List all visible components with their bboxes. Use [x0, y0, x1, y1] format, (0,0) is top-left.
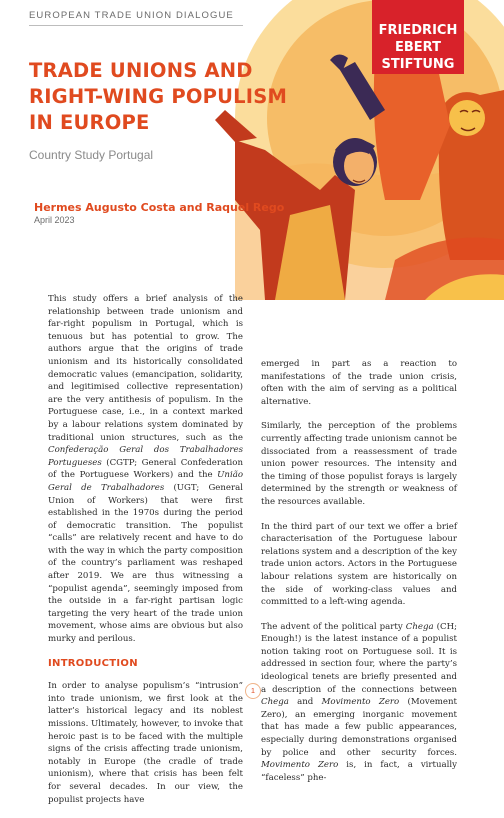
left-column [48, 293, 243, 818]
party-name: Chega [405, 621, 434, 632]
document-subtitle: Country Study Portugal [29, 148, 154, 162]
publication-date: April 2023 [34, 215, 75, 225]
fes-logo [372, 0, 464, 74]
body-paragraph-2: Similarly, the perception of the problems currently affecting trade unionism cannot be dissociated from a reassessment of trade union power resources. The intensity and the timing of those populist forays is largely determined by the strength or weakness of the resources available. [261, 421, 457, 507]
abstract-paragraph: This study offers a brief analysis of the relationship between trade unionism and far-right populism in Portugal, which is tenuous but has potential to grow. The authors argue that the origins of trade unionism and its historically consolidated democratic values (emancipation, solidarity, and legitimised collective representation) are the very antithesis of populism. In the Portuguese case, i.e., in a context marked by a labour relations system dominated by traditional union structures, such as the Confederação Geral dos Trabalhadores Portugueses (CGTP; General Confederation of the Portuguese Workers) and the União Geral de Trabalhadores (UGT; General Union of Workers) that were first established in the 1970s during the period of democratic transition. The populist “calls” are relatively recent and have to do with the way in which the party composition of the country’s parliament was reshaped after 2019. We are thus witnessing a “populist agenda”, seemingly imposed from the outside in a far-right partisan logic targeting the very heart of the trade union movement, whose aims are obvious but also murky and perilous. [48, 294, 243, 645]
title-line-2: RIGHT-WING POPULISM [29, 85, 288, 108]
series-label: EUROPEAN TRADE UNION DIALOGUE [29, 10, 234, 21]
title-line-3: IN EUROPE [29, 111, 150, 134]
body-paragraph-3: In the third part of our text we offer a brief characterisation of the Portuguese labour relations system and a description of the key trade union actors. Actors in the Portuguese labour relations system are historically on the side of working-class values and committed to a left-wing agenda. [261, 521, 457, 608]
document-title [29, 58, 288, 136]
authors: Hermes Augusto Costa and Raquel Rego [34, 201, 285, 214]
body-paragraph-4: The advent of the political party Chega (CH; Enough!) is the latest instance of a populist notion taking root on Portuguese soil. It is addressed in section four, where the party’s ideological tenets are briefly presented and a description of the connections between Chega and Movimento Zero (Movement Zero), an emerging inorganic movement that has made a few public appearances, especially during demonstrations organised by police and other security forces. Movimento Zero is, in fact, a virtually “faceless” phe- [261, 621, 458, 783]
introduction-paragraph: In order to analyse populism’s “intrusion” into trade unionism, we first look at the latter’s historical legacy and its noblest missions. Ultimately, however, to invoke that heroic past is to be faced with the multiple signs of the crisis affecting trade unionism, notably in Europe (the cradle of trade unionism), where that crisis has been felt for several decades. In our view, the populist projects have [48, 681, 243, 805]
logo-line-1: FRIEDRICH [378, 23, 458, 38]
cgtp-name: Confederação Geral dos Trabalhadores Portugueses [48, 445, 243, 468]
page-number: 1 [245, 683, 261, 699]
logo-line-3: STIFTUNG [381, 57, 455, 72]
series-divider [29, 25, 243, 26]
body-paragraph-1: emerged in part as a reaction to manifestations of the trade union crisis, often with the aim of serving as a political alternative. [261, 359, 457, 407]
ugt-name: União Geral de Trabalhadores [48, 470, 243, 493]
title-line-1: TRADE UNIONS AND [29, 59, 253, 82]
logo-line-2: EBERT [395, 40, 441, 55]
section-heading-introduction: INTRODUCTION [48, 657, 138, 669]
right-column [261, 358, 457, 796]
